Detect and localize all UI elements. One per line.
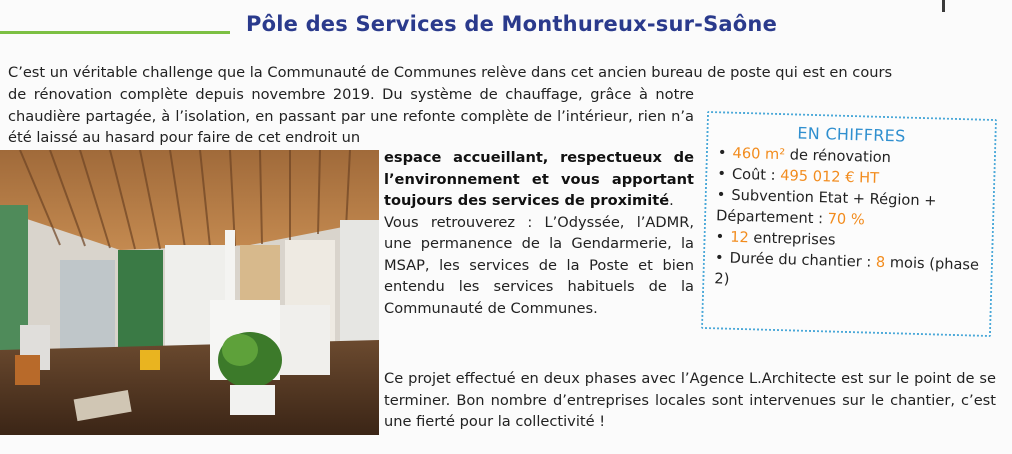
intro-paragraph [8, 84, 694, 149]
figure-item-subsidy: • Subvention Etat + Région + Département : 70 % [715, 186, 937, 229]
intro-text: de rénovation complète depuis novembre 2019. Du système de chauffage, grâce à notre chaudière partagée, à l’isolation, en passant par une refonte complète de l’intérieur, rien n’a été laissé au hasard pour faire de cet endroit un [8, 86, 694, 146]
interior-photo [0, 150, 379, 435]
highlight-text: espace accueillant, respectueux de l’environnement et vous apportant toujours des services de proximité [384, 149, 694, 209]
figure-item-companies: • 12 entreprises [715, 228, 836, 249]
intro-line-1: C’est un véritable challenge que la Communauté de Communes relève dans cet ancien bureau de poste qui est en cours [8, 64, 893, 81]
services-paragraph: espace accueillant, respectueux de l’environnement et vous apportant toujours des services de proximité. Vous retrouverez : L’Odyssée, l’ADMR, une permanence de la Gendarmerie, la MSAP, les services de la Poste et bien entendu les services habituels de la Communauté de Communes. [384, 147, 694, 319]
figures-heading: EN CHIFFRES [797, 123, 906, 146]
closing-paragraph: Ce projet effectué en deux phases avec l’Agence L.Architecte est sur le point de se terminer. Bon nombre d’entreprises locales sont intervenues sur le chantier, c’est une fierté pour la collectivité ! [384, 370, 996, 430]
page-title: Pôle des Services de Monthureux-sur-Saône [246, 12, 778, 36]
title-rule [0, 31, 230, 34]
figures-box [701, 111, 997, 337]
page-marker [942, 0, 945, 12]
services-text: Vous retrouverez : L’Odyssée, l’ADMR, une permanence de la Gendarmerie, la MSAP, les services de la Poste et bien entendu les services habituels de la Communauté de Communes. [384, 213, 694, 317]
figure-item-duration: • Durée du chantier : 8 mois (phase 2) [714, 249, 980, 288]
figure-item-surface: • 460 m² de rénovation [717, 144, 892, 167]
figure-item-cost: • Coût : 495 012 € HT [717, 165, 880, 187]
